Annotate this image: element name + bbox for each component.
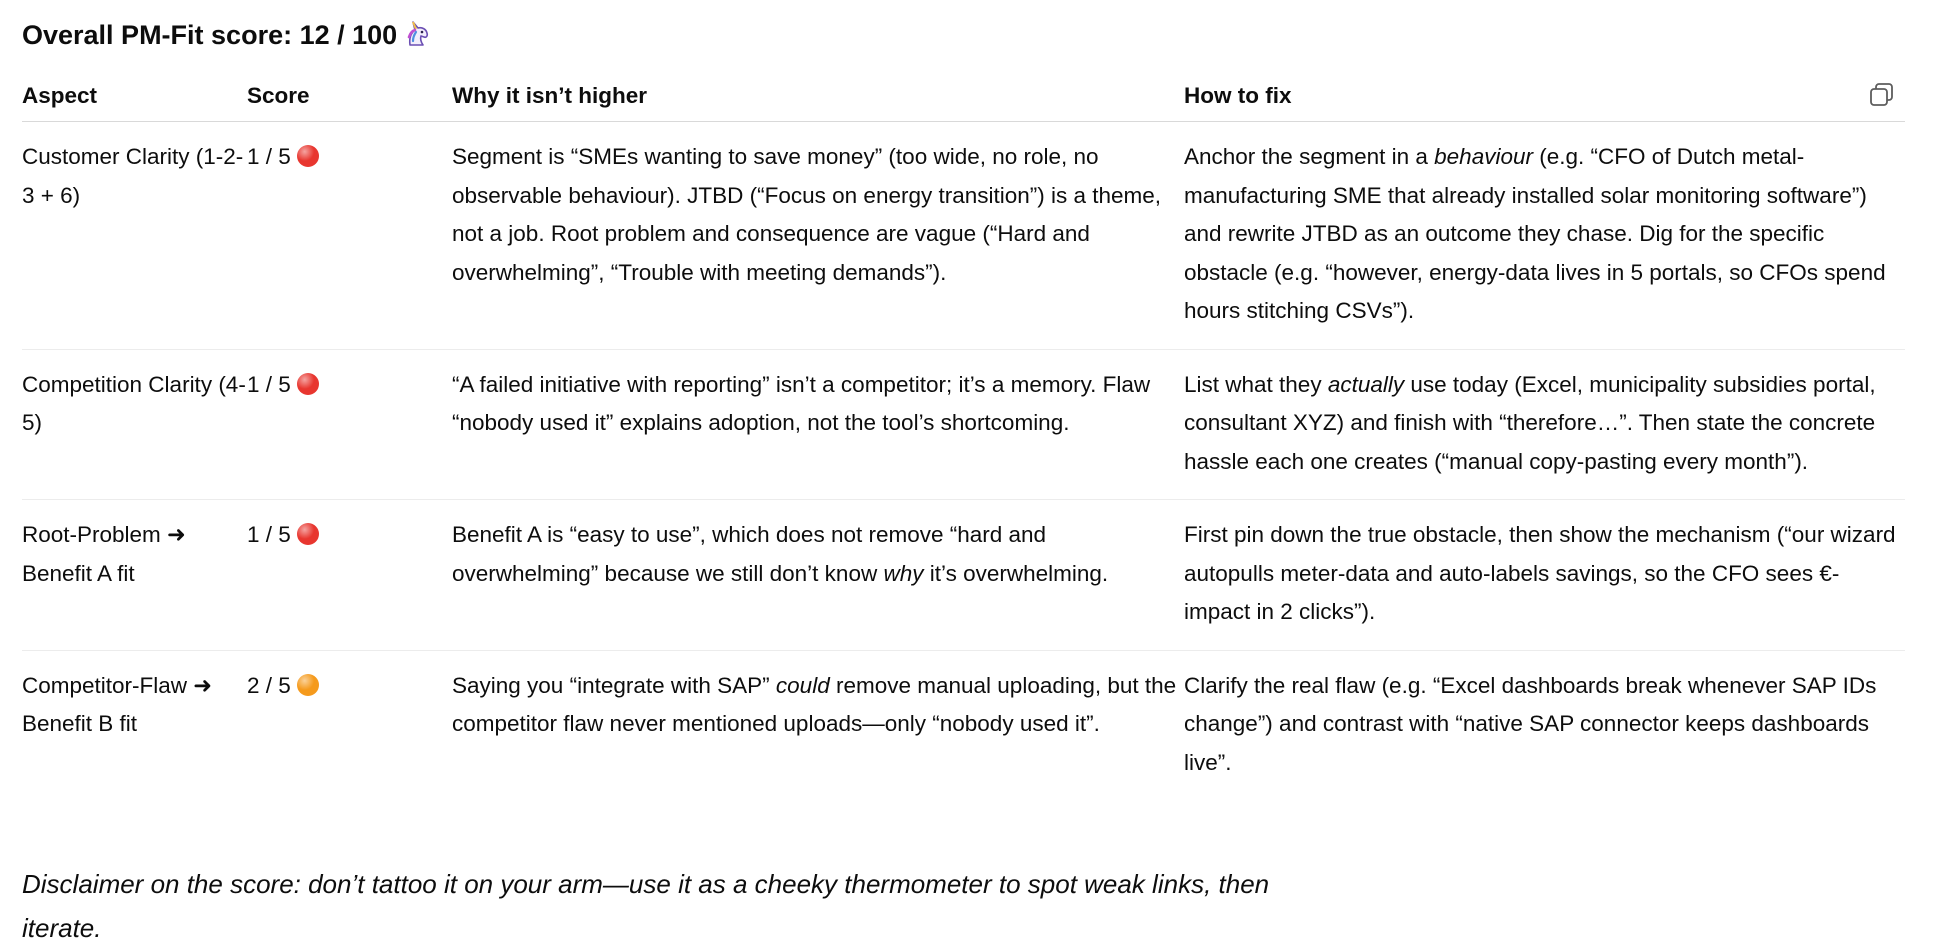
why-text-segment: could [775, 672, 830, 698]
score-cell [247, 349, 452, 500]
why-text-segment: it’s overwhelming. [923, 560, 1109, 586]
score-value: 1 / 5 [247, 371, 291, 397]
why-cell: Segment is “SMEs wanting to save money” (too wide, no role, no observable behaviour). JTBD (“Focus on energy transition”) is a theme, not a job. Root problem and consequence are vague (“Hard and overwhelming”, “Trouble with meeting demands”). [452, 122, 1184, 350]
table-row [22, 122, 1905, 350]
fix-cell [1184, 650, 1905, 800]
fix-cell [1184, 122, 1905, 350]
why-text-segment: Benefit A is “easy to use”, which does not remove “hard and overwhelming” because we still don’t know [452, 522, 1047, 586]
fix-text-segment: Anchor the segment in a [1184, 144, 1435, 169]
aspect-cell: Root-Problem ➜ Benefit A fit [22, 500, 247, 651]
score-cell [247, 122, 452, 350]
fix-text-segment: use today (Excel, municipality subsidies portal, consultant XYZ) and finish with “therefore…”. Then state the concrete hassle each one creates (“manual copy-pasting every month”). [1184, 371, 1876, 474]
page-title-text: Overall PM-Fit score: 12 / 100 [22, 20, 398, 50]
fix-text-segment: Clarify the real flaw (e.g. “Excel dashboards break whenever SAP IDs change”) and contrast with “native SAP connector keeps dashboards live”. [1184, 672, 1877, 775]
table-row [22, 500, 1905, 651]
score-cell [247, 650, 452, 800]
red-circle-icon [297, 523, 319, 545]
score-value: 2 / 5 [247, 672, 291, 698]
why-text-segment: why [883, 560, 924, 586]
fix-text-segment: List what they [1184, 371, 1328, 397]
score-value: 1 / 5 [247, 144, 291, 169]
fix-text-segment: actually [1327, 371, 1405, 397]
table-header-row [22, 76, 1905, 122]
red-circle-icon [297, 145, 319, 167]
aspect-cell: Competitor-Flaw ➜ Benefit B fit [22, 672, 213, 736]
column-header-why: Why it isn’t higher [452, 76, 1184, 122]
fix-text-segment: behaviour [1434, 144, 1533, 169]
red-circle-icon [297, 373, 319, 395]
fix-text-segment: (e.g. “CFO of Dutch metal-manufacturing SME that already installed solar monitoring software”) and rewrite JTBD as an outcome they chase. Dig for the specific obstacle (e.g. “however, energy-data lives in 5 portals, so CFOs spend hours stitching CSVs”). [1184, 144, 1886, 323]
table-row [22, 650, 1905, 800]
why-text-segment: Saying you “integrate with SAP” [452, 672, 776, 698]
column-header-aspect: Aspect [22, 76, 247, 122]
aspect-cell: Competition Clarity (4-5) [22, 349, 247, 500]
aspect-cell: Customer Clarity (1-2-3 + 6) [22, 122, 247, 350]
page-title [22, 17, 433, 57]
fix-cell [1184, 500, 1905, 651]
why-cell: “A failed initiative with reporting” isn’t a competitor; it’s a memory. Flaw “nobody used it” explains adoption, not the tool’s shortcoming. [452, 349, 1184, 500]
unicorn-icon [403, 18, 433, 57]
orange-circle-icon [297, 674, 319, 696]
why-cell [452, 650, 1184, 800]
fix-cell [1184, 349, 1905, 500]
table-row [22, 349, 1905, 500]
why-text-segment: remove manual uploading, but the competitor flaw never mentioned uploads—only “nobody used it”. [452, 672, 1177, 736]
score-disclaimer: Disclaimer on the score: don’t tattoo it on your arm—use it as a cheeky thermometer to spot weak links, then iterate. [22, 869, 1270, 943]
why-cell [452, 500, 1184, 651]
pm-fit-table [22, 76, 1905, 800]
score-value: 1 / 5 [247, 522, 291, 547]
fix-text-segment: First pin down the true obstacle, then show the mechanism (“our wizard autopulls meter-data and auto-labels savings, so the CFO sees €-impact in 2 clicks”). [1184, 522, 1896, 624]
column-header-score: Score [247, 76, 452, 122]
column-header-fix: How to fix [1184, 76, 1905, 122]
score-cell [247, 500, 452, 651]
